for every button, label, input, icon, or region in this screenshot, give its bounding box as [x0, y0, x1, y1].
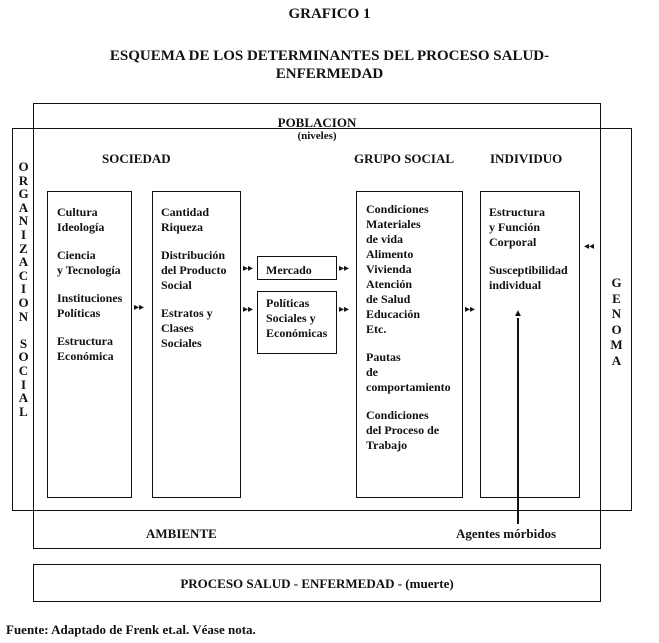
politicas-box: Políticas Sociales y Económicas: [257, 291, 337, 354]
grupo-social-box: Condiciones Materiales de vida Alimento Vivienda Atención de Salud Educación Etc. Pautas de comportamiento Condiciones del Proceso de Trabajo: [356, 191, 463, 498]
figure-label: GRAFICO 1: [288, 6, 371, 22]
proceso-box: PROCESO SALUD - ENFERMEDAD - (muerte): [33, 564, 601, 602]
individuo-heading: INDIVIDUO: [490, 151, 563, 166]
arrow-right-icon: ▸▸: [134, 302, 145, 313]
mercado-box: Mercado: [257, 256, 337, 280]
arrow-up-icon: ▲: [513, 308, 523, 319]
arrow-right-icon: ▸▸: [339, 304, 350, 315]
arrow-right-icon: ▸▸: [465, 304, 476, 315]
organizacion-social-label: O R G A N I Z A C I O N S O C I A L: [18, 159, 30, 419]
sociedad-box-1: Cultura Ideología Ciencia y Tecnología Instituciones Políticas Estructura Económica: [47, 191, 132, 498]
arrow-right-icon: ▸▸: [243, 304, 254, 315]
sociedad-heading: SOCIEDAD: [102, 151, 171, 166]
arrow-right-icon: ▸▸: [339, 263, 350, 274]
diagram-title-line1: ESQUEMA DE LOS DETERMINANTES DEL PROCESO SALUD-: [109, 48, 550, 64]
ambiente-label: AMBIENTE: [146, 526, 217, 541]
poblacion-heading: POBLACION: [277, 115, 357, 130]
agentes-morbidos-label: Agentes mórbidos: [456, 526, 557, 541]
diagram-title-line2: ENFERMEDAD: [275, 66, 384, 82]
niveles-label: (niveles): [297, 130, 337, 142]
agentes-arrow-line: [517, 318, 519, 524]
arrow-left-icon: ◂◂: [584, 241, 595, 252]
grupo-social-heading: GRUPO SOCIAL: [354, 151, 455, 166]
individuo-box: Estructura y Función Corporal Susceptibilidad individual: [480, 191, 580, 498]
genoma-label: G E N O M A: [610, 275, 624, 368]
source-note: Fuente: Adaptado de Frenk et.al. Véase nota.: [6, 622, 256, 637]
sociedad-box-2: Cantidad Riqueza Distribución del Producto Social Estratos y Clases Sociales: [152, 191, 241, 498]
arrow-right-icon: ▸▸: [243, 263, 254, 274]
